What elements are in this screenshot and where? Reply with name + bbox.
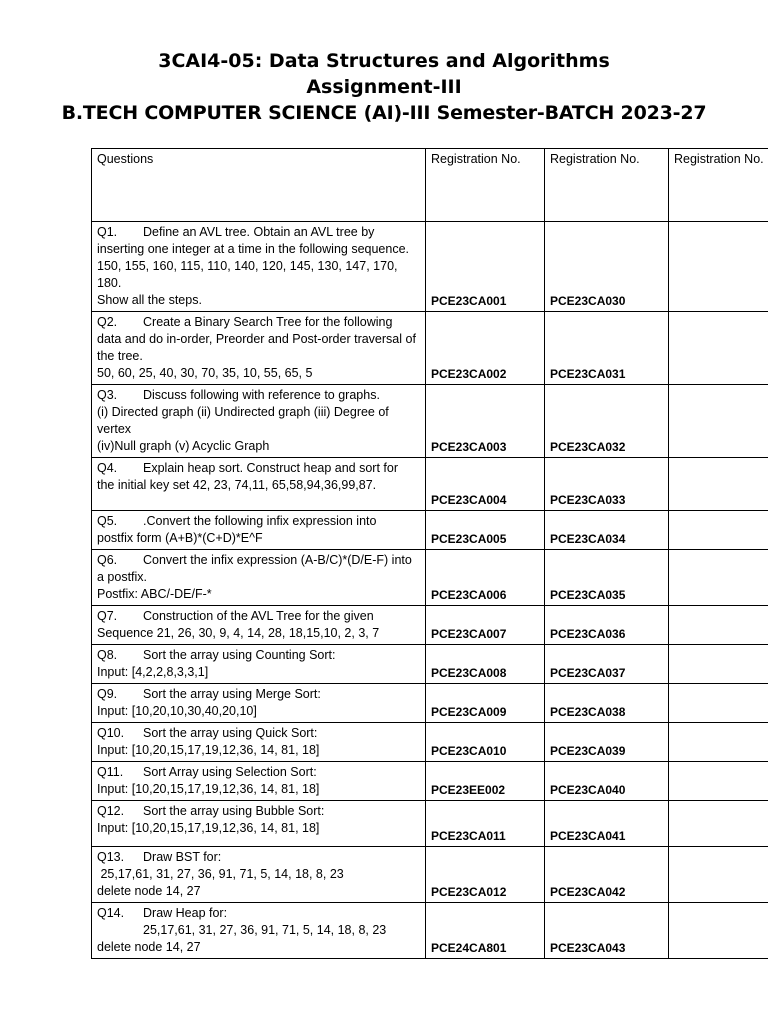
question-text-line: (i) Directed graph (ii) Undirected graph (iii) Degree of vertex: [97, 405, 393, 436]
question-text-line: Show all the steps.: [97, 293, 202, 307]
registration-cell-2: PCE23CA036: [545, 606, 669, 645]
question-text-line: Input: [4,2,2,8,3,3,1]: [97, 665, 209, 679]
question-text-line: the initial key set 42, 23, 74,11, 65,58,94,36,99,87.: [97, 478, 377, 492]
table-row: [92, 847, 768, 903]
registration-cell-1: PCE23CA006: [426, 550, 545, 606]
registration-cell-3: [669, 847, 768, 903]
question-text: Draw BST for:: [143, 850, 222, 864]
question-text: Sort Array using Selection Sort:: [143, 765, 317, 779]
registration-cell-2: PCE23CA039: [545, 723, 669, 762]
question-text-line: Input: [10,20,10,30,40,20,10]: [97, 704, 257, 718]
registration-cell-2: PCE23CA033: [545, 458, 669, 511]
question-number: Q9.: [97, 687, 118, 701]
question-text-line: a postfix.: [97, 570, 148, 584]
registration-cell-3: [669, 684, 768, 723]
assignment-title: Assignment-III: [306, 76, 462, 98]
question-number: Q7.: [97, 609, 118, 623]
question-text-line: data and do in-order, Preorder and Post-order traversal of the tree.: [97, 332, 420, 363]
question-text-line: Postfix: ABC/-DE/F-*: [97, 587, 212, 601]
registration-cell-3: [669, 801, 768, 847]
question-cell: [92, 385, 426, 458]
question-first-line: [97, 725, 420, 742]
question-text: Sort the array using Merge Sort:: [143, 687, 321, 701]
question-cell: [92, 684, 426, 723]
question-cell: [92, 645, 426, 684]
question-text: Sort the array using Bubble Sort:: [143, 804, 325, 818]
table-row: [92, 312, 768, 385]
registration-cell-3: [669, 723, 768, 762]
question-first-line: [97, 608, 420, 625]
table-row: [92, 645, 768, 684]
table-row: [92, 222, 768, 312]
question-first-line: [97, 314, 420, 331]
registration-cell-1: PCE24CA801: [426, 903, 545, 959]
question-cell: [92, 903, 426, 959]
question-number: Q10.: [97, 726, 125, 740]
question-text-line: Input: [10,20,15,17,19,12,36, 14, 81, 18]: [97, 821, 320, 835]
registration-cell-2: PCE23CA037: [545, 645, 669, 684]
registration-cell-2: PCE23CA031: [545, 312, 669, 385]
registration-cell-2: PCE23CA032: [545, 385, 669, 458]
question-number: Q6.: [97, 553, 118, 567]
question-text-line: delete node 14, 27: [97, 940, 201, 954]
question-text: Explain heap sort. Construct heap and sort for: [143, 461, 399, 475]
question-number: Q8.: [97, 648, 118, 662]
question-cell: [92, 847, 426, 903]
question-text-line: 25,17,61, 31, 27, 36, 91, 71, 5, 14, 18, 8, 23: [97, 867, 344, 881]
registration-cell-1: PCE23CA004: [426, 458, 545, 511]
question-text-line: Sequence 21, 26, 30, 9, 4, 14, 28, 18,15,10, 2, 3, 7: [97, 626, 380, 640]
registration-cell-1: PCE23CA012: [426, 847, 545, 903]
table-row: [92, 684, 768, 723]
table-row: [92, 723, 768, 762]
registration-cell-2: PCE23CA030: [545, 222, 669, 312]
question-first-line: [97, 647, 420, 664]
registration-cell-3: [669, 511, 768, 550]
question-text-line: postfix form (A+B)*(C+D)*E^F: [97, 531, 263, 545]
question-first-line: [97, 686, 420, 703]
question-text: Create a Binary Search Tree for the following: [143, 315, 393, 329]
registration-cell-1: PCE23CA008: [426, 645, 545, 684]
header-questions: Questions: [92, 149, 426, 222]
registration-cell-3: [669, 312, 768, 385]
question-first-line: [97, 764, 420, 781]
question-text: Convert the infix expression (A-B/C)*(D/E-F) into: [143, 553, 412, 567]
assignment-table: [91, 148, 768, 959]
registration-cell-3: [669, 645, 768, 684]
question-number: Q5.: [97, 514, 118, 528]
registration-cell-3: [669, 606, 768, 645]
question-text: .Convert the following infix expression into: [143, 514, 377, 528]
registration-cell-1: PCE23CA002: [426, 312, 545, 385]
registration-cell-1: PCE23CA005: [426, 511, 545, 550]
question-text: Draw Heap for:: [143, 906, 228, 920]
document-header: [0, 48, 768, 126]
registration-cell-1: PCE23CA009: [426, 684, 545, 723]
question-number: Q1.: [97, 225, 118, 239]
question-first-line: [97, 460, 420, 477]
question-first-line: [97, 513, 420, 530]
question-first-line: [97, 224, 420, 241]
question-cell: [92, 723, 426, 762]
question-text-line: 50, 60, 25, 40, 30, 70, 35, 10, 55, 65, 5: [97, 366, 313, 380]
question-cell: [92, 312, 426, 385]
registration-cell-1: PCE23CA003: [426, 385, 545, 458]
registration-cell-2: PCE23CA035: [545, 550, 669, 606]
registration-cell-2: PCE23CA038: [545, 684, 669, 723]
table-row: [92, 385, 768, 458]
question-first-line: [97, 552, 420, 569]
registration-cell-1: PCE23CA011: [426, 801, 545, 847]
table-header-row: [92, 149, 768, 222]
question-text-line: (iv)Null graph (v) Acyclic Graph: [97, 439, 270, 453]
question-text-line: Input: [10,20,15,17,19,12,36, 14, 81, 18]: [97, 743, 320, 757]
question-number: Q12.: [97, 804, 125, 818]
question-text-line: 150, 155, 160, 115, 110, 140, 120, 145, 130, 147, 170, 180.: [97, 259, 401, 290]
question-cell: [92, 801, 426, 847]
registration-cell-1: PCE23CA007: [426, 606, 545, 645]
question-cell: [92, 762, 426, 801]
registration-cell-1: PCE23CA010: [426, 723, 545, 762]
table-row: [92, 550, 768, 606]
table-body: [92, 222, 768, 959]
registration-cell-2: PCE23CA040: [545, 762, 669, 801]
question-number: Q14.: [97, 906, 125, 920]
table-row: [92, 606, 768, 645]
registration-cell-2: PCE23CA041: [545, 801, 669, 847]
registration-cell-2: PCE23CA043: [545, 903, 669, 959]
registration-cell-3: [669, 762, 768, 801]
question-cell: [92, 550, 426, 606]
question-first-line: [97, 849, 420, 866]
table-row: [92, 762, 768, 801]
question-text: Discuss following with reference to graphs.: [143, 388, 380, 402]
question-first-line: [97, 387, 420, 404]
registration-cell-1: PCE23EE002: [426, 762, 545, 801]
question-text: Define an AVL tree. Obtain an AVL tree by: [143, 225, 375, 239]
question-text: Sort the array using Quick Sort:: [143, 726, 318, 740]
question-cell: [92, 606, 426, 645]
question-number: Q11.: [97, 765, 124, 779]
table-row: [92, 801, 768, 847]
question-text-line: Input: [10,20,15,17,19,12,36, 14, 81, 18]: [97, 782, 320, 796]
question-cell: [92, 222, 426, 312]
question-first-line: [97, 803, 420, 820]
registration-cell-3: [669, 222, 768, 312]
question-cell: [92, 511, 426, 550]
registration-cell-2: PCE23CA034: [545, 511, 669, 550]
table-row: [92, 903, 768, 959]
question-first-line: [97, 905, 420, 922]
table-row: [92, 511, 768, 550]
registration-cell-2: PCE23CA042: [545, 847, 669, 903]
registration-cell-3: [669, 550, 768, 606]
header-registration-3: Registration No.: [669, 149, 768, 222]
question-number: Q4.: [97, 461, 118, 475]
question-number: Q13.: [97, 850, 125, 864]
registration-cell-1: PCE23CA001: [426, 222, 545, 312]
question-cell: [92, 458, 426, 511]
question-number: Q2.: [97, 315, 118, 329]
question-text-line: 25,17,61, 31, 27, 36, 91, 71, 5, 14, 18, 8, 23: [143, 923, 387, 937]
question-text-line: inserting one integer at a time in the following sequence.: [97, 242, 409, 256]
question-text: Sort the array using Counting Sort:: [143, 648, 336, 662]
registration-cell-3: [669, 903, 768, 959]
question-text-line: delete node 14, 27: [97, 884, 201, 898]
course-title: 3CAI4-05: Data Structures and Algorithms: [158, 50, 610, 72]
registration-cell-3: [669, 458, 768, 511]
question-number: Q3.: [97, 388, 118, 402]
question-text: Construction of the AVL Tree for the given: [143, 609, 374, 623]
program-title: B.TECH COMPUTER SCIENCE (AI)-III Semester-BATCH 2023-27: [61, 102, 707, 124]
table-row: [92, 458, 768, 511]
header-registration-1: Registration No.: [426, 149, 545, 222]
registration-cell-3: [669, 385, 768, 458]
header-registration-2: Registration No.: [545, 149, 669, 222]
